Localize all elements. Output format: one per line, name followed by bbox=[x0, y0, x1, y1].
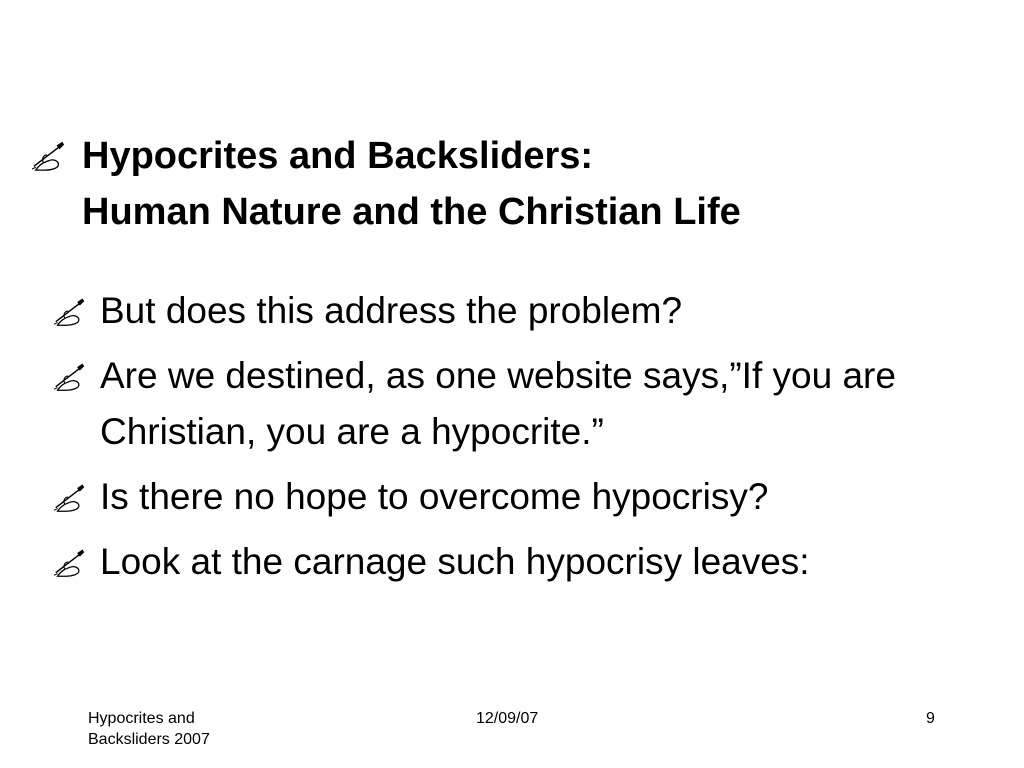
bullet-text: Is there no hope to overcome hypocrisy? bbox=[100, 476, 769, 517]
writing-hand-icon bbox=[30, 138, 68, 172]
bullet-item bbox=[48, 534, 998, 590]
slide-number: 9 bbox=[926, 710, 935, 727]
writing-hand-icon bbox=[52, 360, 88, 392]
bullet-item bbox=[48, 283, 998, 339]
bullet-list bbox=[48, 283, 998, 599]
bullet-text: But does this address the problem? bbox=[100, 290, 683, 331]
writing-hand-icon bbox=[52, 546, 88, 578]
footer-title-line-1: Hypocrites and bbox=[88, 710, 195, 727]
bullet-text: Look at the carnage such hypocrisy leaves: bbox=[100, 541, 810, 582]
writing-hand-icon bbox=[52, 481, 88, 513]
footer-title-line-2: Backsliders 2007 bbox=[88, 731, 210, 748]
title-line-2: Human Nature and the Christian Life bbox=[82, 191, 741, 233]
bullet-item bbox=[48, 469, 998, 525]
title-line-1: Hypocrites and Backsliders: bbox=[82, 135, 594, 177]
bullet-item bbox=[48, 348, 998, 460]
bullet-text: Are we destined, as one website says,”If you are Christian, you are a hypocrite.” bbox=[100, 355, 896, 452]
footer-title bbox=[88, 708, 288, 750]
footer-date: 12/09/07 bbox=[476, 710, 539, 727]
writing-hand-icon bbox=[52, 295, 88, 327]
